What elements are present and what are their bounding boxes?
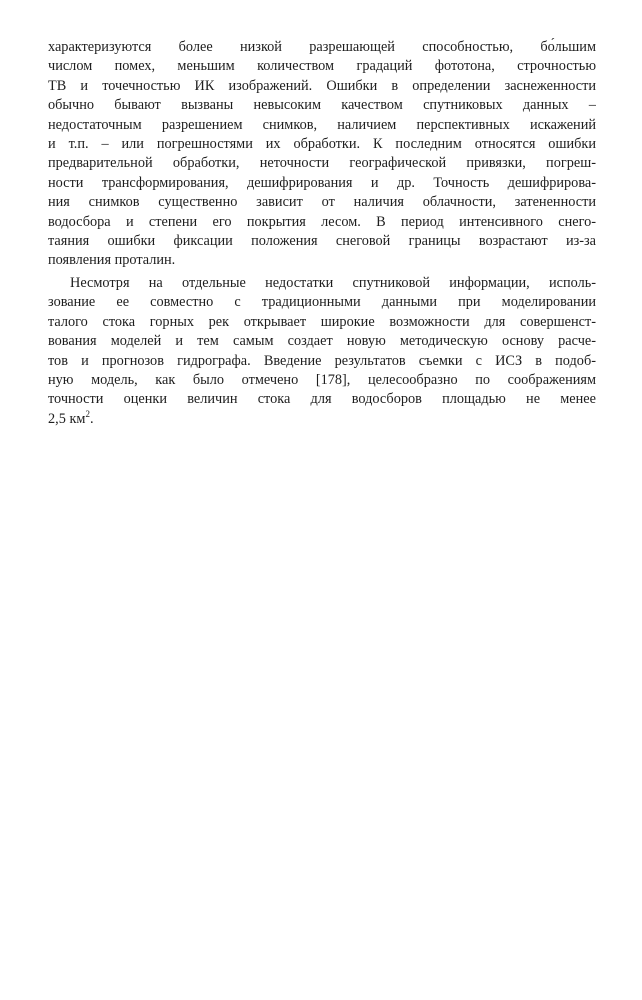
area-value: 2,5 км — [48, 410, 86, 427]
text-line: появления проталин. — [48, 252, 176, 269]
text-line-final — [48, 410, 596, 429]
text-body — [48, 38, 596, 429]
text-line: недостаточным разрешением снимков, наличием перспективных искажений — [48, 116, 596, 133]
text-line: и т.п. – или погрешностями их обработки. К последним относятся ошибки — [48, 136, 596, 153]
text-line: числом помех, меньшим количеством градаций фототона, строчностью — [48, 58, 596, 75]
text-line: точности оценки величин стока для водосборов площадью не менее — [48, 391, 596, 408]
text-line: предварительной обработки, неточности географической привязки, погреш- — [48, 155, 596, 172]
text-line: талого стока горных рек открывает широкие возможности для совершенст- — [48, 313, 596, 330]
text-line: ния снимков существенно зависит от наличия облачности, затененности — [48, 194, 596, 211]
text-line: таяния ошибки фиксации положения снеговой границы возрастают из-за — [48, 233, 596, 250]
text-line: водосбора и степени его покрытия лесом. В период интенсивного снего- — [48, 213, 596, 230]
text-line: зование ее совместно с традиционными данными при моделировании — [48, 294, 596, 311]
text-line: тов и прогнозов гидрографа. Введение результатов съемки с ИСЗ в подоб- — [48, 352, 596, 369]
text-line: ную модель, как было отмечено [178], целесообразно по соображениям — [48, 371, 596, 388]
text-line: ТВ и точечностью ИК изображений. Ошибки в определении заснеженности — [48, 77, 596, 94]
paragraph-1 — [48, 38, 596, 271]
text-line: ности трансформирования, дешифрирования и др. Точность дешифрирова- — [48, 174, 596, 191]
text-line: обычно бывают вызваны невысоким качеством спутниковых данных – — [48, 97, 596, 114]
sentence-end: . — [89, 410, 94, 427]
paragraph-2 — [48, 274, 596, 429]
text-line: характеризуются более низкой разрешающей способностью, бо́льшим — [48, 39, 596, 55]
text-line: Несмотря на отдельные недостатки спутниковой информации, исполь- — [70, 274, 596, 291]
text-line: вования моделей и тем самым создает новую методическую основу расче- — [48, 333, 596, 350]
unit-superscript: 2 — [85, 409, 90, 419]
